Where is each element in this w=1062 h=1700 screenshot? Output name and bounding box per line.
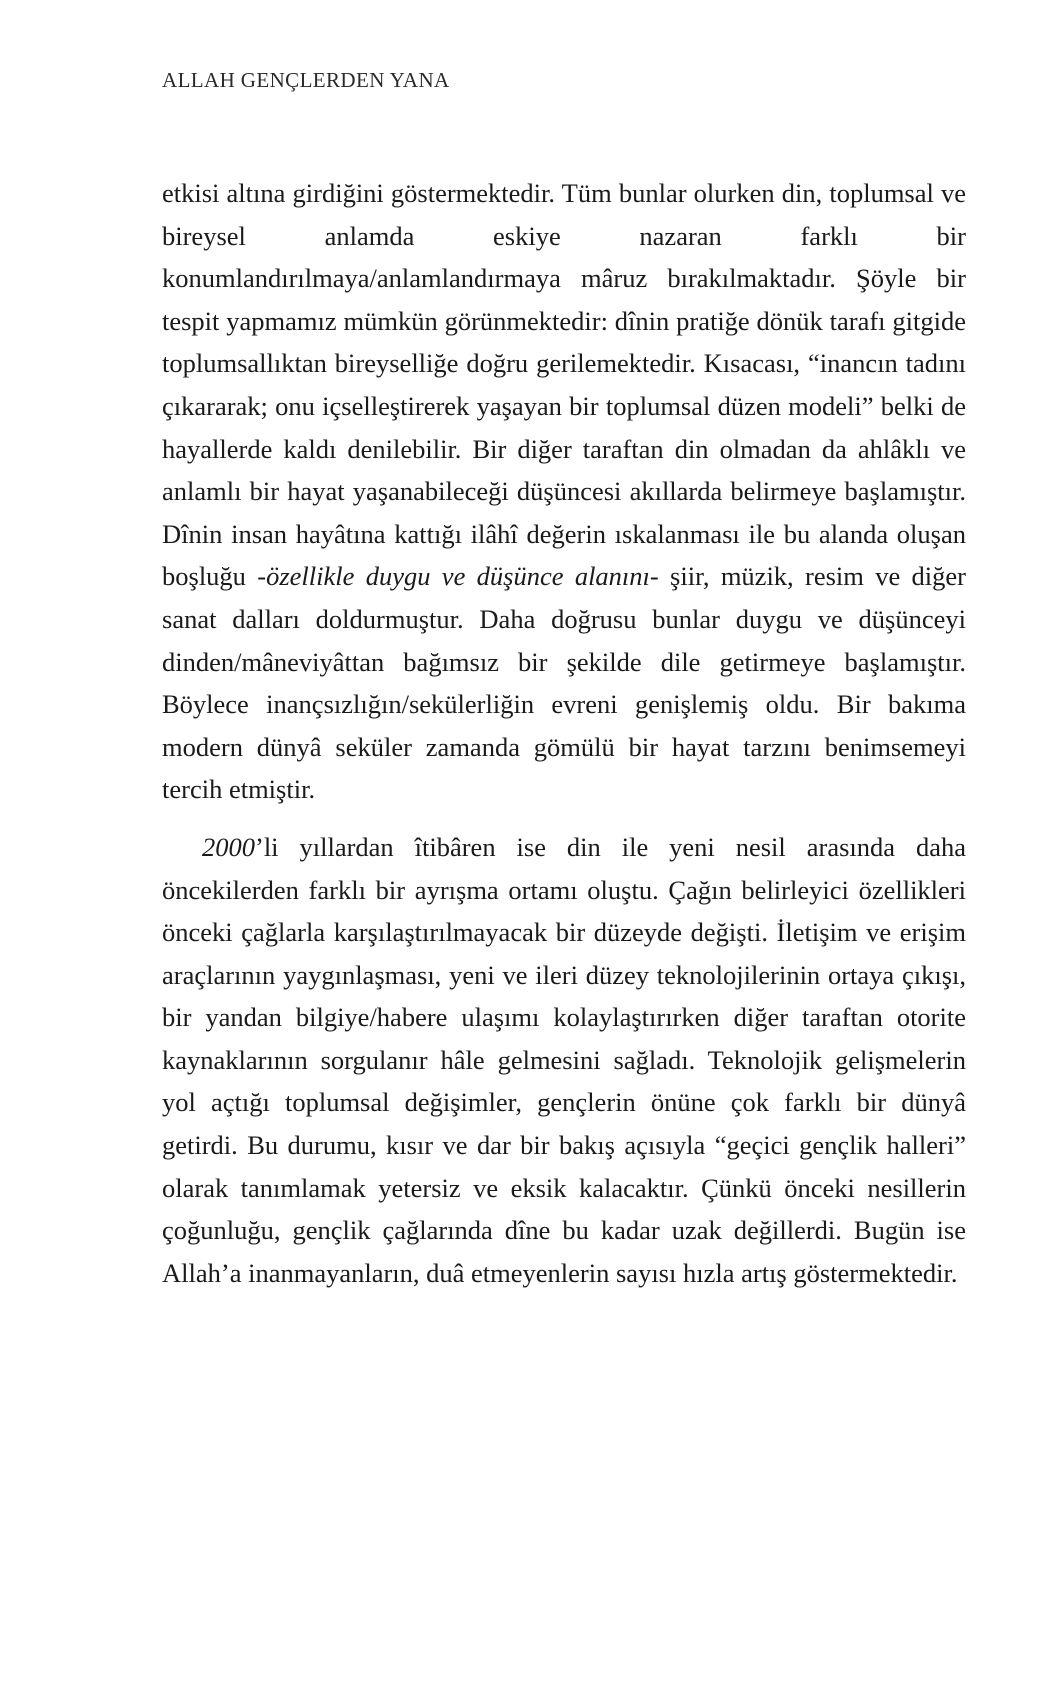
paragraph-1-text-end: şiir, müzik, resim ve diğer sanat dalları doldurmuştur. Daha doğrusu bunlar duygu ve düşünceyi dinden/mâneviyâttan bağımsız bir şekilde dile getirmeye başlamıştır. Böylece inançsızlığın/sekülerliğin evreni genişlemiş oldu. Bir bakıma modern dünyâ seküler zamanda gömülü bir hayat tarzını benimsemeyi tercih etmiştir.: [162, 561, 966, 805]
paragraph-2-italic-year: 2000: [202, 831, 255, 862]
paragraph-2: [162, 826, 966, 1295]
running-header: ALLAH GENÇLERDEN YANA: [162, 68, 450, 92]
paragraph-1: [162, 172, 966, 811]
body-text: [162, 172, 966, 1294]
paragraph-2-text: ’li yıllardan îtibâren ise din ile yeni nesil arasında daha öncekilerden farklı bir ayrışma ortamı oluştu. Çağın belirleyici özellikleri önceki çağlarla karşılaştırılmayacak bir düzeyde değişti. İletişim ve erişim araçlarının yaygınlaşması, yeni ve ileri düzey teknolojilerinin ortaya çıkışı, bir yandan bilgiye/habere ulaşımı kolaylaştırırken diğer taraftan otorite kaynaklarının sorgulanır hâle gelmesini sağladı. Teknolojik gelişmelerin yol açtığı toplumsal değişimler, gençlerin önüne çok farklı bir dünyâ getirdi. Bu durumu, kısır ve dar bir bakış açısıyla “geçici gençlik halleri” olarak tanımlamak yetersiz ve eksik kalacaktır. Çünkü önceki nesillerin çoğunluğu, gençlik çağlarında dîne bu kadar uzak değillerdi. Bugün ise Allah’a inanmayanların, duâ etmeyenlerin sayısı hızla artış göstermektedir.: [162, 831, 966, 1288]
paragraph-1-italic-phrase: -özellikle duygu ve düşünce alanını-: [257, 561, 659, 592]
paragraph-1-text-start: etkisi altına girdiğini göstermektedir. Tüm bunlar olurken din, toplumsal ve bireysel anlamda eskiye nazaran farklı bir konumlandırılmaya/anlamlandırmaya mâruz bırakılmaktadır. Şöyle bir tespit yapmamız mümkün görünmektedir: dînin pratiğe dönük tarafı gitgide toplumsallıktan bireyselliğe doğru gerilemektedir. Kısacası, “inancın tadını çıkararak; onu içselleştirerek yaşayan bir toplumsal düzen modeli” belki de hayallerde kaldı denilebilir. Bir diğer taraftan din olmadan da ahlâklı ve anlamlı bir hayat yaşanabileceği düşüncesi akıllarda belirmeye başlamıştır. Dînin insan hayâtına kattığı ilâhî değerin ıskalanması ile bu alanda oluşan boşluğu: [162, 178, 966, 592]
